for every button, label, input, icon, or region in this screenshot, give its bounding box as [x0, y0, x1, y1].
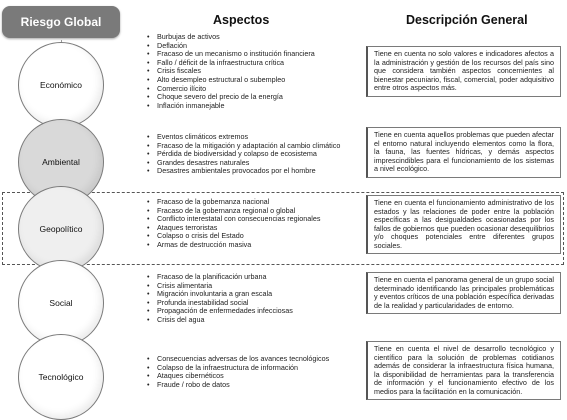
- list-item: • Alto desempleo estructural o subempleo: [147, 76, 359, 85]
- aspect-list-social: [147, 273, 359, 325]
- list-item: • Crisis del agua: [147, 316, 359, 325]
- aspect-list-economico: [147, 33, 359, 110]
- column-header-descripcion: Descripción General: [406, 13, 528, 27]
- description-tecnologico: Tiene en cuenta el nivel de desarrollo tecnológico y científico para la solución de problemas cotidianos además de considerar la infraestructura física humana, la disponibilidad de herramientas para la transferencia de información y el funcionamiento efectivo de los medios para la facilitación en la comunicación.: [366, 341, 561, 400]
- list-item: • Grandes desastres naturales: [147, 159, 359, 168]
- circle-label: Ambiental: [42, 157, 80, 167]
- description-social: Tiene en cuenta el panorama general de un grupo social determinado identificando las principales problemáticas y eventos críticos de una población específica derivadas de la realidad y particularidades de entorno.: [366, 272, 561, 314]
- list-item: • Consecuencias adversas de los avances tecnológicos: [147, 355, 359, 364]
- list-item: • Crisis alimentaria: [147, 282, 359, 291]
- circle-economico: [18, 42, 104, 128]
- list-item: • Desastres ambientales provocados por el hombre: [147, 167, 359, 176]
- list-item: • Ataques terroristas: [147, 224, 359, 233]
- list-item: • Fraude / robo de datos: [147, 381, 359, 390]
- list-item: • Fracaso de la gobernanza regional o global: [147, 207, 359, 216]
- column-header-aspectos: Aspectos: [213, 13, 270, 27]
- list-item: • Fracaso de la gobernanza nacional: [147, 198, 359, 207]
- list-item: • Fallo / déficit de la infraestructura crítica: [147, 59, 359, 68]
- circle-label: Tecnológico: [38, 372, 84, 382]
- aspect-list-tecnologico: [147, 355, 359, 389]
- list-item: • Eventos climáticos extremos: [147, 133, 359, 142]
- list-item: • Fracaso de la mitigación y adaptación al cambio climático: [147, 142, 359, 151]
- list-item: • Comercio ilícito: [147, 85, 359, 94]
- list-item: • Fracaso de un mecanismo o institución financiera: [147, 50, 359, 59]
- list-item: • Ataques cibernéticos: [147, 372, 359, 381]
- description-economico: Tiene en cuenta no solo valores e indicadores afectos a la administración y gestión de los recursos del país sino que considera también aspectos concernientes al bienestar pecuniario, fiscal, comercial, poder adquisitivo entre otros aspectos más.: [366, 46, 561, 97]
- circle-tecnologico: [18, 334, 104, 420]
- list-item: • Colapso o crisis del Estado: [147, 232, 359, 241]
- circle-label: Social: [49, 298, 73, 308]
- list-item: • Propagación de enfermedades infecciosas: [147, 307, 359, 316]
- description-geopolitico: Tiene en cuenta el funcionamiento administrativo de los estados y las relaciones de poder entre la población específicas a las desigualdades ocasionadas por los fallos de gobiernos que pueden ocasionar desequilibrios y/o choques potenciales entre diferentes grupos sociales.: [366, 195, 561, 254]
- list-item: • Profunda inestabilidad social: [147, 299, 359, 308]
- aspect-list-geopolitico: [147, 198, 359, 250]
- aspect-list-ambiental: [147, 133, 359, 176]
- list-item: • Colapso de la infraestructura de información: [147, 364, 359, 373]
- list-item: • Pérdida de biodiversidad y colapso de ecosistema: [147, 150, 359, 159]
- circle-label: Económico: [39, 80, 83, 90]
- list-item: • Inflación inmanejable: [147, 102, 359, 111]
- list-item: • Fracaso de la planificación urbana: [147, 273, 359, 282]
- list-item: • Deflación: [147, 42, 359, 51]
- description-ambiental: Tiene en cuenta aquellos problemas que pueden afectar el entorno natural incluyendo elementos como la flora, la fauna, las fuentes hídricas, y demás aspectos imprescindibles para el funcionamiento de los sistemas a nivel ecológico.: [366, 127, 561, 178]
- list-item: • Crisis fiscales: [147, 67, 359, 76]
- circle-label: Geopolítico: [39, 224, 83, 234]
- list-item: • Armas de destrucción masiva: [147, 241, 359, 250]
- list-item: • Choque severo del precio de la energía: [147, 93, 359, 102]
- list-item: • Conflicto interestatal con consecuencias regionales: [147, 215, 359, 224]
- list-item: • Migración involuntaria a gran escala: [147, 290, 359, 299]
- list-item: • Burbujas de activos: [147, 33, 359, 42]
- header-title: Riesgo Global: [2, 6, 120, 38]
